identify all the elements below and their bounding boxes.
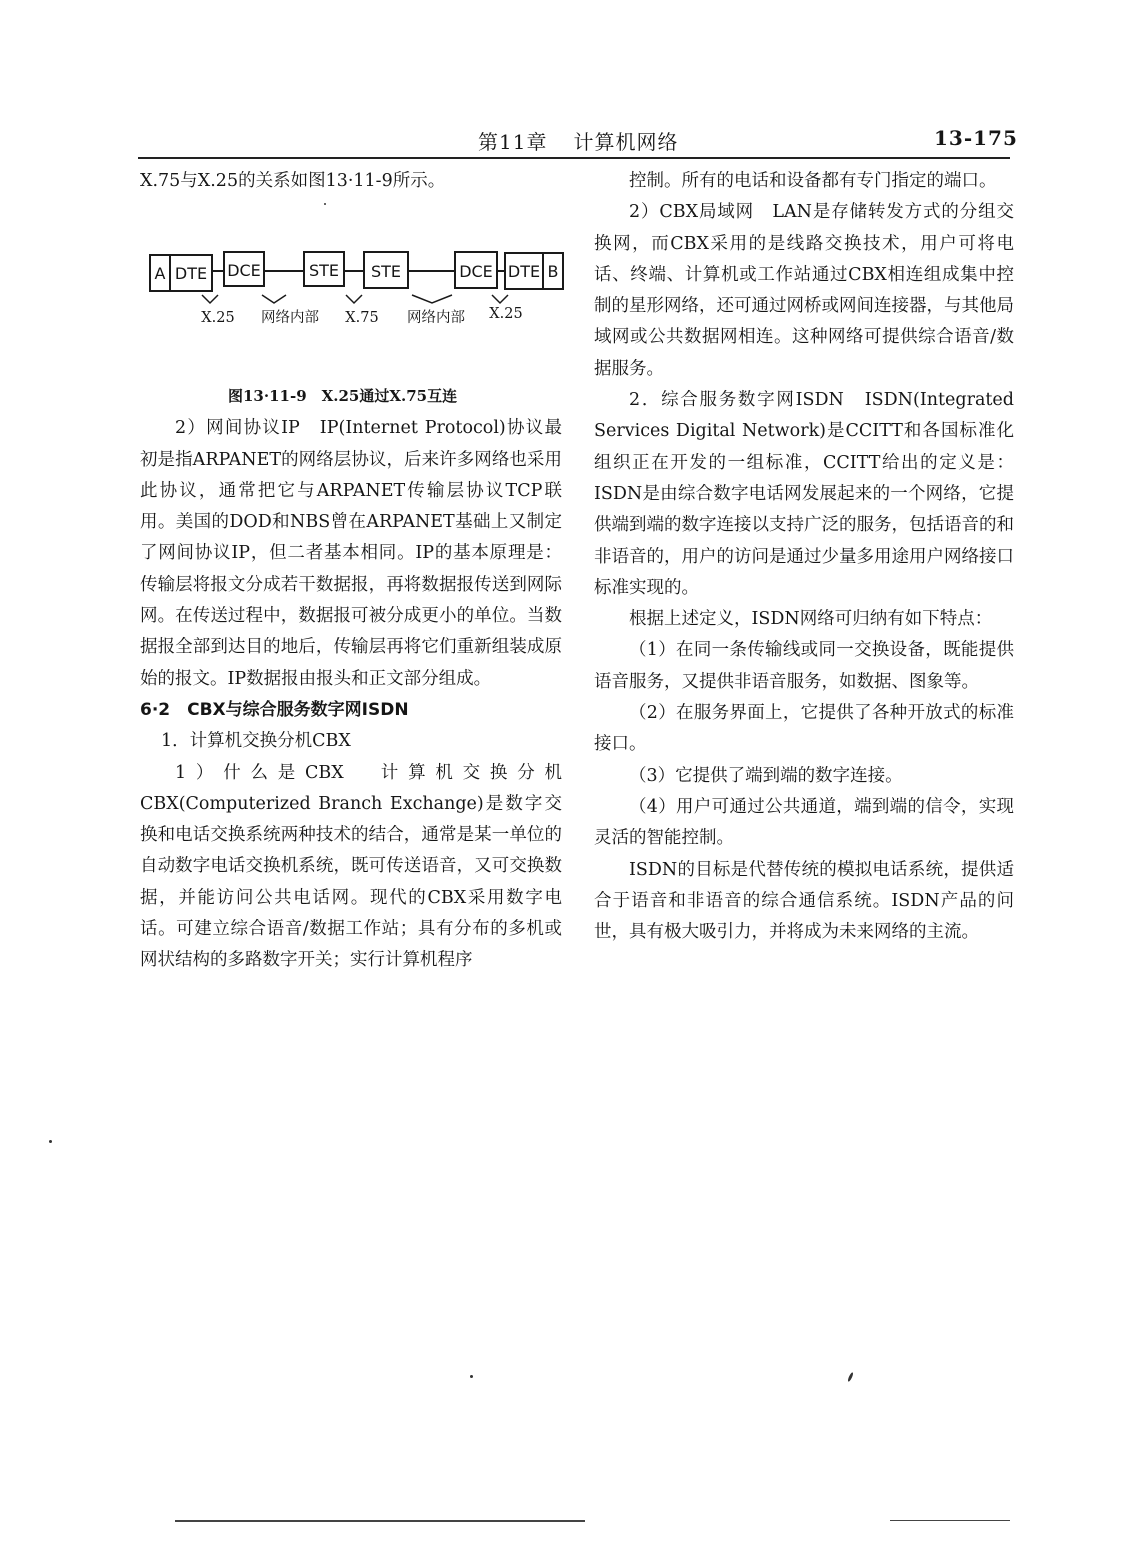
segment-label-x25-left: X.25 — [201, 310, 235, 327]
subheading-cbx: 1．计算机交换分机CBX — [161, 731, 351, 752]
page-number: 13-175 — [934, 126, 1018, 150]
cbx-definition-paragraph: 1）什么是CBX 计算机交换分机CBX(Computerized Branch Exchange)是数字交换和电话交换系统两种技术的结合，通常是某一单位的自动数字电话交换机系统，既可传送语音，又可交换数据，并能访问公共电话网。现代的CBX采用数字电话。可建立综合语音/数据工作站；具有分布的多机或网状结构的多路数字开关；实行计算机程序 — [140, 762, 562, 971]
node-label-ste-right: STE — [370, 262, 402, 282]
bottom-rule-right — [890, 1520, 1010, 1521]
running-header — [478, 126, 678, 155]
segment-label-internal-right: 网络内部 — [407, 310, 465, 327]
left-column — [140, 166, 562, 977]
scan-speck — [324, 203, 326, 205]
isdn-definition-paragraph: 2．综合服务数字网ISDN ISDN(Integrated Services Digital Network)是CCITT和各国标准化组织正在开发的一组标准，CCITT给出的定义是：ISDN是由综合数字电话网发展起来的一个网络，它提供端到端的数字连接以支持广泛的服务，包括语音的和非语音的，用户的访问是通过少量多用途用户网络接口标准实现的。 — [594, 390, 1014, 598]
isdn-features-intro: 根据上述定义，ISDN网络可归纳有如下特点： — [629, 609, 993, 630]
segment-label-internal-left: 网络内部 — [261, 310, 319, 327]
network-diagram — [140, 241, 570, 356]
figure-13-11-9 — [140, 197, 562, 406]
scan-speck — [49, 1140, 52, 1143]
continuation-line: 控制。所有的电话和设备都有专门指定的端口。 — [629, 171, 997, 191]
chapter-number: 第11章 — [478, 130, 548, 154]
isdn-goal-paragraph: ISDN的目标是代替传统的模拟电话系统，提供适合于语音和非语音的综合通信系统。ISDN产品的问世，具有极大吸引力，并将成为未来网络的主流。 — [594, 859, 1014, 943]
segment-label-x75: X.75 — [345, 310, 379, 327]
node-label-a: A — [154, 264, 166, 284]
node-label-b: B — [547, 262, 559, 282]
segment-label-x25-right: X.25 — [489, 306, 523, 323]
section-heading: 6·2 CBX与综合服务数字网ISDN — [140, 699, 409, 720]
node-label-dte-left: DTE — [174, 264, 208, 284]
cbx-lan-paragraph: 2）CBX局域网 LAN是存储转发方式的分组交换网，而CBX采用的是线路交换技术，用户可将电话、终端、计算机或工作站通过CBX相连组成集中控制的星形网络，还可通过网桥或网间连接器，与其他局域网或公共数据网相连。这种网络可提供综合语音/数据服务。 — [594, 202, 1014, 379]
figure-intro: X.75与X.25的关系如图13·11-9所示。 — [140, 171, 446, 191]
header-rule — [138, 157, 1010, 159]
figure-caption: 图13·11-9 X.25通过X.75互连 — [228, 387, 458, 406]
feature-item: （4）用户可通过公共通道，端到端的信令，实现灵活的智能控制。 — [594, 796, 1014, 849]
node-label-dce-left: DCE — [227, 261, 261, 281]
feature-item: （2）在服务界面上，它提供了各种开放式的标准接口。 — [594, 703, 1014, 755]
feature-item: （3）它提供了端到端的数字连接。 — [629, 765, 903, 786]
scan-speck — [470, 1375, 473, 1378]
scan-speck — [847, 1372, 854, 1382]
feature-item: （1）在同一条传输线或同一交换设备，既能提供语音服务，又提供非语音服务，如数据、图象等。 — [594, 640, 1014, 692]
chapter-title: 计算机网络 — [573, 130, 679, 154]
right-column — [594, 166, 1014, 948]
node-label-dte-right: DTE — [507, 262, 541, 282]
bottom-rule-left — [175, 1520, 585, 1522]
node-label-ste-left: STE — [308, 261, 340, 281]
ip-protocol-paragraph: 2）网间协议IP IP(Internet Protocol)协议最初是指ARPANET的网络层协议，后来许多网络也采用此协议，通常把它与ARPANET传输层协议TCP联用。美国的DOD和NBS曾在ARPANET基础上又制定了网间协议IP，但二者基本相同。IP的基本原理是：传输层将报文分成若干数据报，再将数据报传送到网际网。在传送过程中，数据报可被分成更小的单位。当数据报全部到达目的地后，传输层再将它们重新组装成原始的报文。IP数据报由报头和正文部分组成。 — [140, 418, 562, 689]
node-label-dce-right: DCE — [459, 262, 493, 282]
